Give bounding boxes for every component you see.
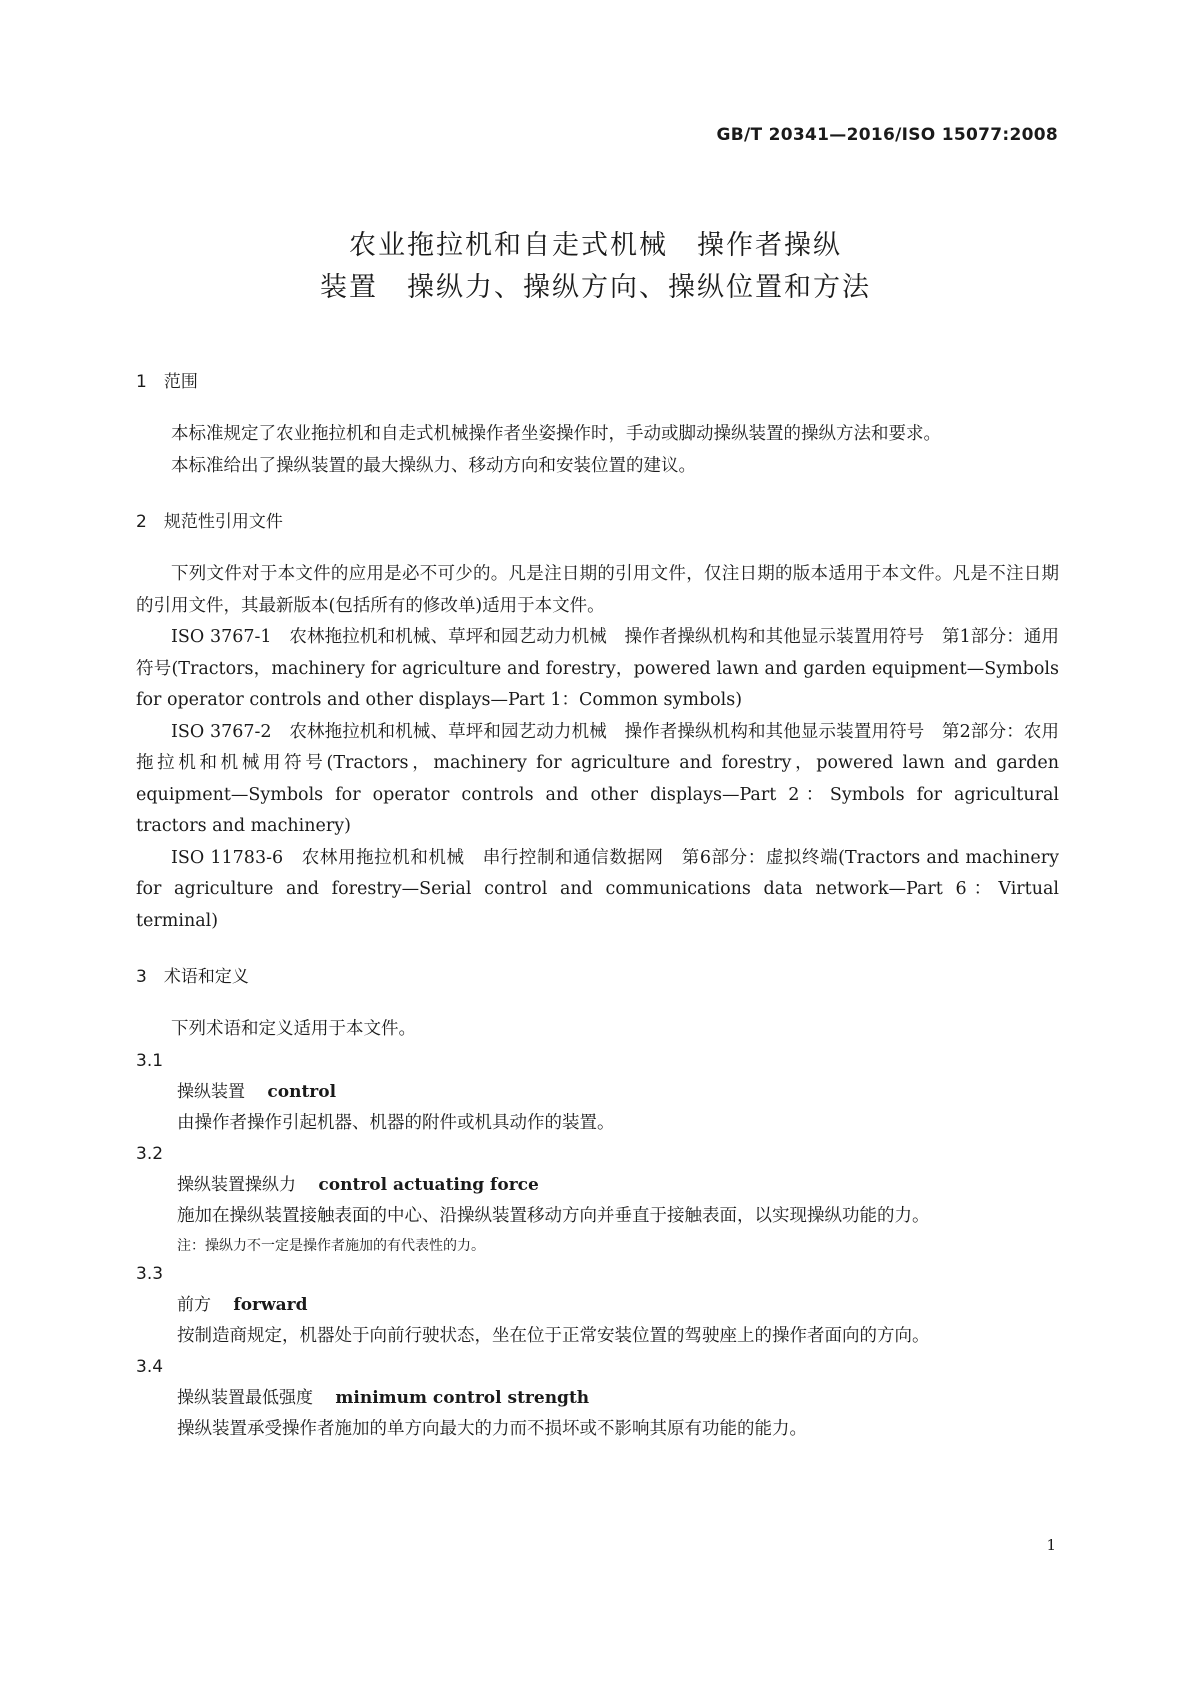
term-definition: 施加在操纵装置接触表面的中心、沿操纵装置移动方向并垂直于接触表面，以实现操纵功能的力。	[177, 1206, 930, 1226]
term-number: 3.1	[136, 1050, 164, 1071]
title-line-1: 农业拖拉机和自走式机械 操作者操纵	[349, 230, 842, 261]
term-note: 注：操纵力不一定是操作者施加的有代表性的力。	[177, 1237, 485, 1254]
document-body	[136, 368, 1059, 1446]
section-1-paragraph: 本标准规定了农业拖拉机和自走式机械操作者坐姿操作时，手动或脚动操纵装置的操纵方法和要求。	[171, 424, 941, 444]
section-1-paragraph: 本标准给出了操纵装置的最大操纵力、移动方向和安装位置的建议。	[171, 455, 696, 476]
term-definition: 由操作者操作引起机器、机器的附件或机具动作的装置。	[177, 1112, 615, 1133]
reference-iso-11783-6: ISO 11783-6 农林用拖拉机和机械 串行控制和通信数据网 第6部分：虚拟终端(Tractors and machinery for agriculture and forestry—Serial control and communications data network—Part 6：Virtual terminal)	[136, 847, 1059, 931]
section-1-heading: 1 范围	[136, 372, 198, 392]
term-definition: 操纵装置承受操作者施加的单方向最大的力而不损坏或不影响其原有功能的能力。	[177, 1419, 807, 1439]
page-number: 1	[1046, 1536, 1056, 1554]
term-heading	[136, 1170, 1059, 1201]
title-line-2: 装置 操纵力、操纵方向、操纵位置和方法	[320, 272, 871, 303]
term-en: control	[267, 1081, 337, 1102]
section-2-heading: 2 规范性引用文件	[136, 512, 283, 532]
term-heading	[136, 1077, 1059, 1108]
document-title	[0, 225, 1191, 309]
term-en: control actuating force	[318, 1175, 539, 1195]
term-definition: 按制造商规定，机器处于向前行驶状态，坐在位于正常安装位置的驾驶座上的操作者面向的方向。	[177, 1325, 930, 1346]
section-3-heading: 3 术语和定义	[136, 967, 249, 987]
term-en: forward	[233, 1294, 308, 1315]
term-zh: 操纵装置	[177, 1081, 245, 1102]
reference-iso-3767-2: ISO 3767-2 农林拖拉机和机械、草坪和园艺动力机械 操作者操纵机构和其他显示装置用符号 第2部分：农用拖拉机和机械用符号(Tractors，machinery for agriculture and forestry，powered lawn and garden equipment—Symbols for operator controls and other displays—Part 2：Symbols for agricultural tractors and machinery)	[136, 721, 1059, 836]
section-3-intro: 下列术语和定义适用于本文件。	[171, 1019, 416, 1039]
term-en: minimum control strength	[335, 1388, 590, 1408]
term-number: 3.3	[136, 1263, 164, 1284]
section-2-paragraph: 下列文件对于本文件的应用是必不可少的。凡是注日期的引用文件，仅注日期的版本适用于本文件。凡是不注日期的引用文件，其最新版本(包括所有的修改单)适用于本文件。	[136, 564, 1059, 616]
term-heading	[136, 1290, 1059, 1321]
term-number: 3.2	[136, 1144, 164, 1164]
term-zh: 操纵装置最低强度	[177, 1388, 313, 1408]
term-heading	[136, 1383, 1059, 1414]
standard-number: GB/T 20341—2016/ISO 15077:2008	[716, 125, 1058, 145]
term-zh: 前方	[177, 1294, 211, 1315]
term-zh: 操纵装置操纵力	[177, 1175, 296, 1195]
term-number: 3.4	[136, 1357, 164, 1377]
reference-iso-3767-1: ISO 3767-1 农林拖拉机和机械、草坪和园艺动力机械 操作者操纵机构和其他显示装置用符号 第1部分：通用符号(Tractors，machinery for agriculture and forestry，powered lawn and garden equipment—Symbols for operator controls and other displays—Part 1：Common symbols)	[136, 627, 1059, 710]
